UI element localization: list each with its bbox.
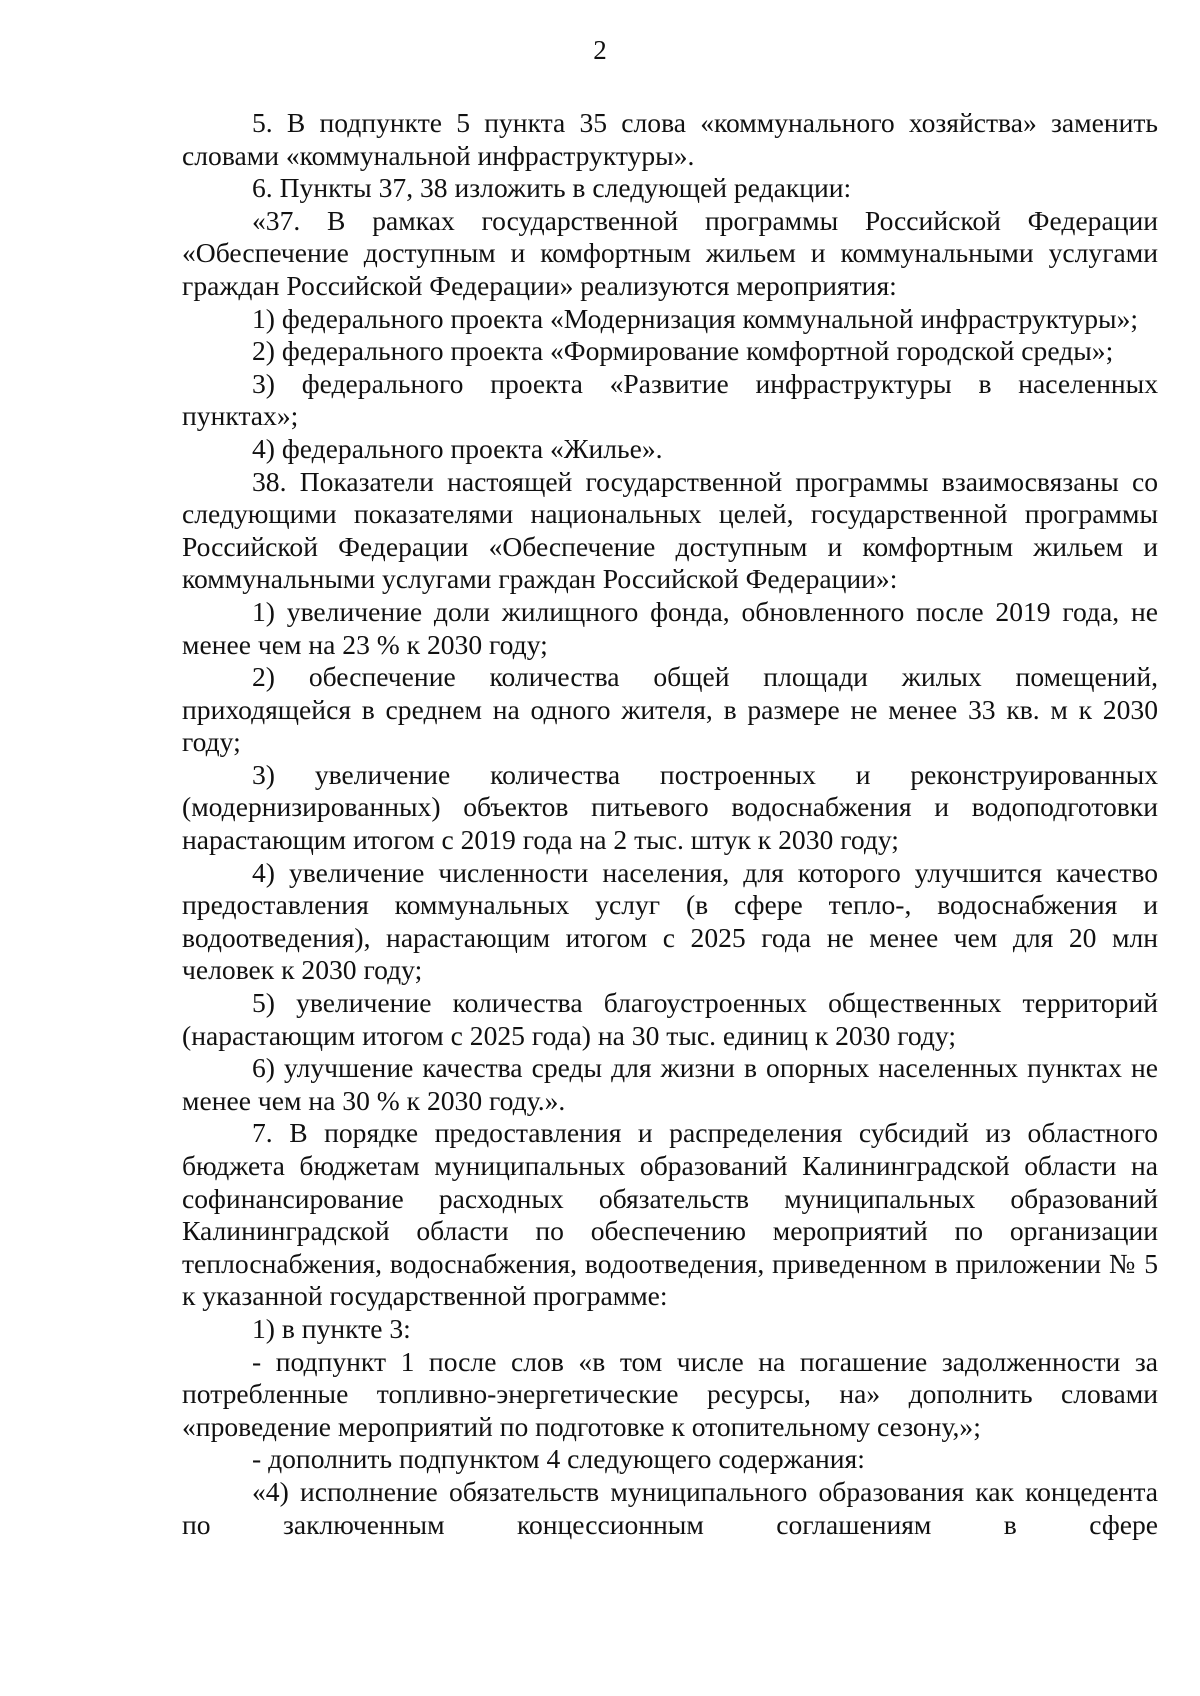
paragraph-subclause-4: «4) исполнение обязательств муниципального образования как концедента по заключенным концессионным соглашениям в сфере <box>182 1475 1158 1540</box>
paragraph-clause-37-sub-4: 4) федерального проекта «Жилье». <box>252 432 663 464</box>
paragraph-clause-37-sub-3: 3) федерального проекта «Развитие инфраструктуры в населенных пунктах»; <box>182 367 1158 432</box>
page-number: 2 <box>593 35 607 65</box>
paragraph-item-7: 7. В порядке предоставления и распределения субсидий из областного бюджета бюджетам муниципальных образований Калининградской области на софинансирование расходных обязательств муниципальных образований Калининградской области по обеспечению мероприятий по организации теплоснабжения, водоснабжения, водоотведения, приведенном в приложении № 5 к указанной государственной программе: <box>182 1117 1158 1312</box>
paragraph-clause-38-sub-1: 1) увеличение доли жилищного фонда, обновленного после 2019 года, не менее чем на 23 % к 2030 году; <box>182 595 1158 660</box>
paragraph-item-6: 6. Пункты 37, 38 изложить в следующей редакции: <box>252 172 852 204</box>
paragraph-clause-38-sub-5: 5) увеличение количества благоустроенных общественных территорий (нарастающим итогом с 2025 года) на 30 тыс. единиц к 2030 году; <box>182 987 1158 1051</box>
paragraph-clause-37-sub-2: 2) федерального проекта «Формирование комфортной городской среды»; <box>252 335 1114 367</box>
paragraph-clause-37: «37. В рамках государственной программы Российской Федерации «Обеспечение доступным и комфортным жильем и коммунальными услугами граждан Российской Федерации» реализуются мероприятия: <box>182 204 1158 301</box>
paragraph-item-7-sub-1: 1) в пункте 3: <box>252 1312 411 1344</box>
paragraph-clause-38-sub-3: 3) увеличение количества построенных и реконструированных (модернизированных) объектов питьевого водоснабжения и водоподготовки нарастающим итогом с 2019 года на 2 тыс. штук к 2030 году; <box>182 758 1158 856</box>
paragraph-item-5: 5. В подпункте 5 пункта 35 слова «коммунального хозяйства» заменить словами «коммунальной инфраструктуры». <box>182 107 1158 171</box>
paragraph-clause-37-sub-1: 1) федерального проекта «Модернизация коммунальной инфраструктуры»; <box>252 302 1139 334</box>
paragraph-item-7-dash-2: - дополнить подпунктом 4 следующего содержания: <box>252 1443 865 1475</box>
paragraph-clause-38: 38. Показатели настоящей государственной программы взаимосвязаны со следующими показателями национальных целей, государственной программы Российской Федерации «Обеспечение доступным и комфортным жильем и коммунальными услугами граждан Российской Федерации»: <box>182 465 1158 595</box>
paragraph-clause-38-sub-4: 4) увеличение численности населения, для которого улучшится качество предоставления коммунальных услуг (в сфере тепло-, водоснабжения и водоотведения), нарастающим итогом с 2025 года не менее чем для 20 млн человек к 2030 году; <box>182 856 1158 986</box>
paragraph-clause-38-sub-2: 2) обеспечение количества общей площади жилых помещений, приходящейся в среднем на одного жителя, в размере не менее 33 кв. м к 2030 году; <box>182 661 1158 758</box>
paragraph-clause-38-sub-6: 6) улучшение качества среды для жизни в опорных населенных пунктах не менее чем на 30 % к 2030 году.». <box>182 1052 1158 1116</box>
paragraph-item-7-dash-1: - подпункт 1 после слов «в том числе на погашение задолженности за потребленные топливно-энергетические ресурсы, на» дополнить словами «проведение мероприятий по подготовке к отопительному сезону,»; <box>182 1345 1158 1442</box>
document-body <box>182 107 1158 1541</box>
